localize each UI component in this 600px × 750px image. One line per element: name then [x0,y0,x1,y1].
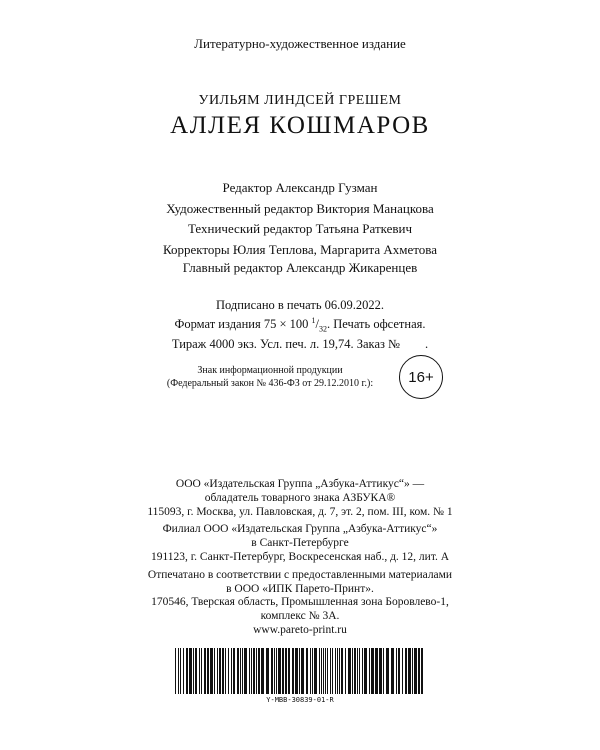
barcode-bar [195,648,197,694]
publisher-line: Отпечатано в соответствии с предоставленными материалами [147,568,453,581]
barcode-bar [240,648,241,694]
barcode-bar [189,648,192,694]
barcode-bar [266,648,269,694]
barcode-bar [386,648,389,694]
barcode-bar [330,648,331,694]
barcode-bar [282,648,284,694]
format-suffix: . Печать офсетная. [327,317,426,332]
barcode-bar [369,648,370,694]
publisher-line: www.pareto-print.ru [253,623,347,636]
barcode-bar [314,648,317,694]
barcode-bar [244,648,247,694]
barcode-bar [412,648,413,694]
print-info [0,298,600,352]
publisher-line: Филиал ООО «Издательская Группа „Азбука-Аттикус“» [162,523,438,536]
barcode-bar [233,648,235,694]
publisher-info [0,478,600,638]
publisher-line: комплекс № 3А. [260,610,340,623]
barcode-bar [371,648,374,694]
barcode-bar [345,648,346,694]
barcode-bar [285,648,287,694]
barcode-bar [402,648,403,694]
barcode-bar [421,648,423,694]
publisher-line: 170546, Тверская область, Промышленная зона Боровлево-1, [151,596,449,609]
book-title: АЛЛЕЯ КОШМАРОВ [170,112,430,139]
barcode-bar [251,648,252,694]
barcode-bar [199,648,200,694]
barcode-bar [306,648,308,694]
barcode-bar [414,648,417,694]
barcode-bar [375,648,378,694]
barcode-bar [335,648,336,694]
barcode-bar [253,648,255,694]
publisher-line: в ООО «ИПК Парето-Принт». [226,582,374,595]
fraction-num: 1 [311,316,316,325]
format-line: Формат издания 75 × 100 $^1/_{32}$. Печать офсетная. [174,316,426,334]
barcode-bar [225,648,226,694]
barcode-bar [348,648,351,694]
barcode-bar [204,648,206,694]
info-sign-line: Знак информационной продукции [197,365,343,376]
barcode-bar [323,648,324,694]
barcode-bar [327,648,328,694]
barcode-bar [210,648,213,694]
barcode-bar [405,648,407,694]
barcode-bar [242,648,243,694]
barcode-bar [183,648,184,694]
barcode-bar [341,648,343,694]
barcode-bar [219,648,221,694]
barcode-bar [249,648,250,694]
barcode-bar [237,648,239,694]
barcode-bar [310,648,311,694]
staff-line: Технический редактор Татьяна Раткевич [187,221,413,236]
barcode-bar [180,648,181,694]
barcode-bar [292,648,294,694]
barcode-bar [312,648,313,694]
barcode-bar [418,648,420,694]
signed-date: Подписано в печать 06.09.2022. [215,298,385,312]
publisher-line: в Санкт-Петербурге [251,537,349,550]
info-sign-text [145,364,395,390]
barcode [175,648,425,694]
barcode-bar [364,648,367,694]
barcode-bar [274,648,275,694]
barcode-bar [231,648,232,694]
barcode-bar [398,648,400,694]
barcode-bar [201,648,202,694]
barcode-bar [379,648,382,694]
barcode-bar [339,648,340,694]
barcode-bar [325,648,326,694]
age-rating-badge [399,355,443,399]
barcode-bar [319,648,320,694]
editorial-staff [0,178,600,260]
barcode-bar [207,648,209,694]
barcode-bar [256,648,257,694]
barcode-bar [222,648,224,694]
barcode-bar [278,648,281,694]
barcode-bar [396,648,397,694]
genre-label: Литературно-художественное издание [194,36,406,51]
barcode-bar [228,648,229,694]
barcode-bar [193,648,194,694]
info-sign-line: (Федеральный закон № 436-ФЗ от 29.12.2010 г.): [166,378,374,389]
barcode-bar [178,648,179,694]
barcode-text: Y-MBB-30839-01-R [266,696,334,704]
barcode-bar [261,648,264,694]
barcode-bar [408,648,411,694]
format-prefix: Формат издания 75 × 100 [174,317,312,332]
barcode-bar [186,648,188,694]
publisher-line: 115093, г. Москва, ул. Павловская, д. 7, эт. 2, пом. III, ком. № 1 [147,505,453,518]
barcode-bar [354,648,356,694]
barcode-bar [271,648,273,694]
chief-editor: Главный редактор Александр Жикаренцев [182,260,418,275]
barcode-bar [276,648,277,694]
barcode-bar [391,648,394,694]
barcode-bar [217,648,218,694]
barcode-bar [357,648,358,694]
barcode-bar [295,648,298,694]
staff-line: Художественный редактор Виктория Манацкова [166,200,434,216]
barcode-bar [299,648,300,694]
barcode-bar [362,648,363,694]
barcode-bar [288,648,290,694]
author-name: УИЛЬЯМ ЛИНДСЕЙ ГРЕШЕМ [198,93,402,108]
publisher-line: 191123, г. Санкт-Петербург, Воскресенская наб., д. 12, лит. А [150,550,450,563]
barcode-bar [332,648,333,694]
barcode-bar [359,648,360,694]
staff-line: Редактор Александр Гузман [222,180,378,195]
barcode-bar [258,648,260,694]
fraction-den: 32 [319,324,328,334]
barcode-bar [175,648,176,694]
barcode-bar [352,648,353,694]
barcode-bar [321,648,322,694]
run-text: Тираж 4000 экз. Усл. печ. л. 19,74. Заказ № [171,336,400,351]
barcode-bar [337,648,338,694]
publisher-line: ООО «Издательская Группа „Азбука-Аттикус“» — [175,478,425,490]
barcode-bar [214,648,215,694]
age-rating: 16+ [408,368,434,386]
publisher-line: обладатель товарного знака АЗБУКА® [204,491,396,504]
staff-line: Корректоры Юлия Теплова, Маргарита Ахметова [162,241,438,257]
barcode-bar [383,648,384,694]
barcode-bar [301,648,304,694]
run-line: Тираж 4000 экз. Усл. печ. л. 19,74. Заказ № . [171,336,429,351]
